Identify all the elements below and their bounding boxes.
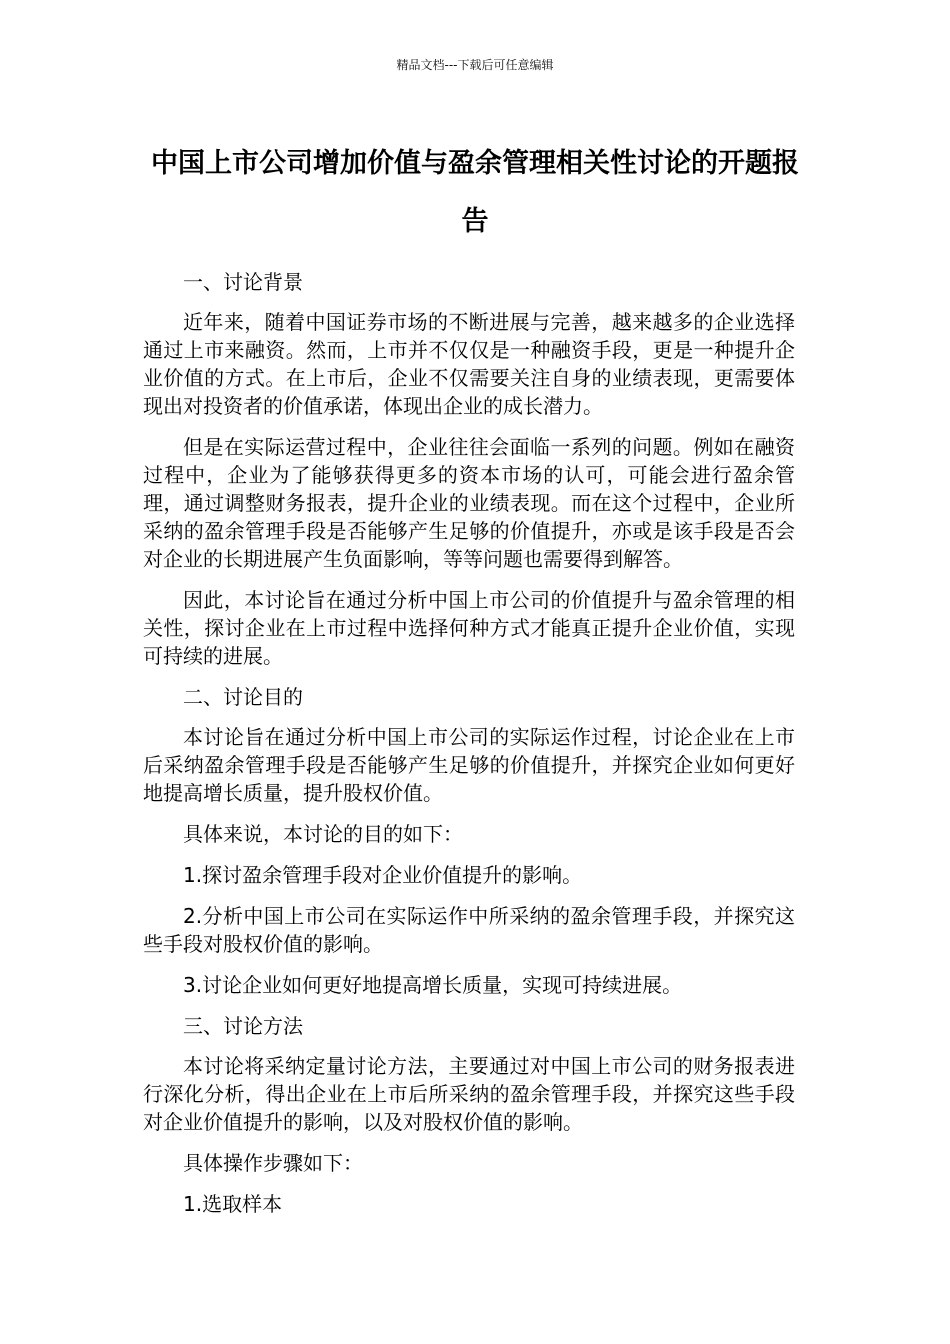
document-title: 中国上市公司增加价值与盈余管理相关性讨论的开题报告 bbox=[151, 148, 799, 237]
paragraph: 具体操作步骤如下： bbox=[183, 1151, 363, 1175]
paragraph: 具体来说，本讨论的目的如下： bbox=[183, 822, 463, 846]
list-item: 1.探讨盈余管理手段对企业价值提升的影响。 bbox=[183, 863, 583, 887]
paragraph: 近年来，随着中国证券市场的不断进展与完善，越来越多的企业选择通过上市来融资。然而，上市并不仅仅是一种融资手段，更是一种提升企业价值的方式。在上市后，企业不仅需要关注自身的业绩表现，更需要体现出对投资者的价值承诺，体现出企业的成长潜力。 bbox=[143, 310, 795, 418]
list-item: 3.讨论企业如何更好地提高增长质量，实现可持续进展。 bbox=[183, 973, 683, 997]
section-heading-method: 三、讨论方法 bbox=[183, 1014, 303, 1038]
paragraph: 本讨论将采纳定量讨论方法，主要通过对中国上市公司的财务报表进行深化分析，得出企业在上市后所采纳的盈余管理手段，并探究这些手段对企业价值提升的影响，以及对股权价值的影响。 bbox=[143, 1054, 795, 1134]
paragraph: 因此，本讨论旨在通过分析中国上市公司的价值提升与盈余管理的相关性，探讨企业在上市过程中选择何种方式才能真正提升企业价值，实现可持续的进展。 bbox=[143, 588, 795, 668]
section-heading-purpose: 二、讨论目的 bbox=[183, 685, 303, 709]
header-note: 精品文档---下载后可任意编辑 bbox=[396, 58, 554, 72]
list-item: 2.分析中国上市公司在实际运作中所采纳的盈余管理手段，并探究这些手段对股权价值的影响。 bbox=[143, 904, 795, 956]
document-body bbox=[143, 268, 795, 1231]
list-item: 1.选取样本 bbox=[183, 1192, 283, 1216]
paragraph: 但是在实际运营过程中，企业往往会面临一系列的问题。例如在融资过程中，企业为了能够获得更多的资本市场的认可，可能会进行盈余管理，通过调整财务报表，提升企业的业绩表现。而在这个过程中，企业所采纳的盈余管理手段是否能够产生足够的价值提升，亦或是该手段是否会对企业的长期进展产生负面影响，等等问题也需要得到解答。 bbox=[143, 435, 795, 571]
section-heading-background: 一、讨论背景 bbox=[183, 270, 303, 294]
paragraph: 本讨论旨在通过分析中国上市公司的实际运作过程，讨论企业在上市后采纳盈余管理手段是否能够产生足够的价值提升，并探究企业如何更好地提高增长质量，提升股权价值。 bbox=[143, 725, 795, 805]
